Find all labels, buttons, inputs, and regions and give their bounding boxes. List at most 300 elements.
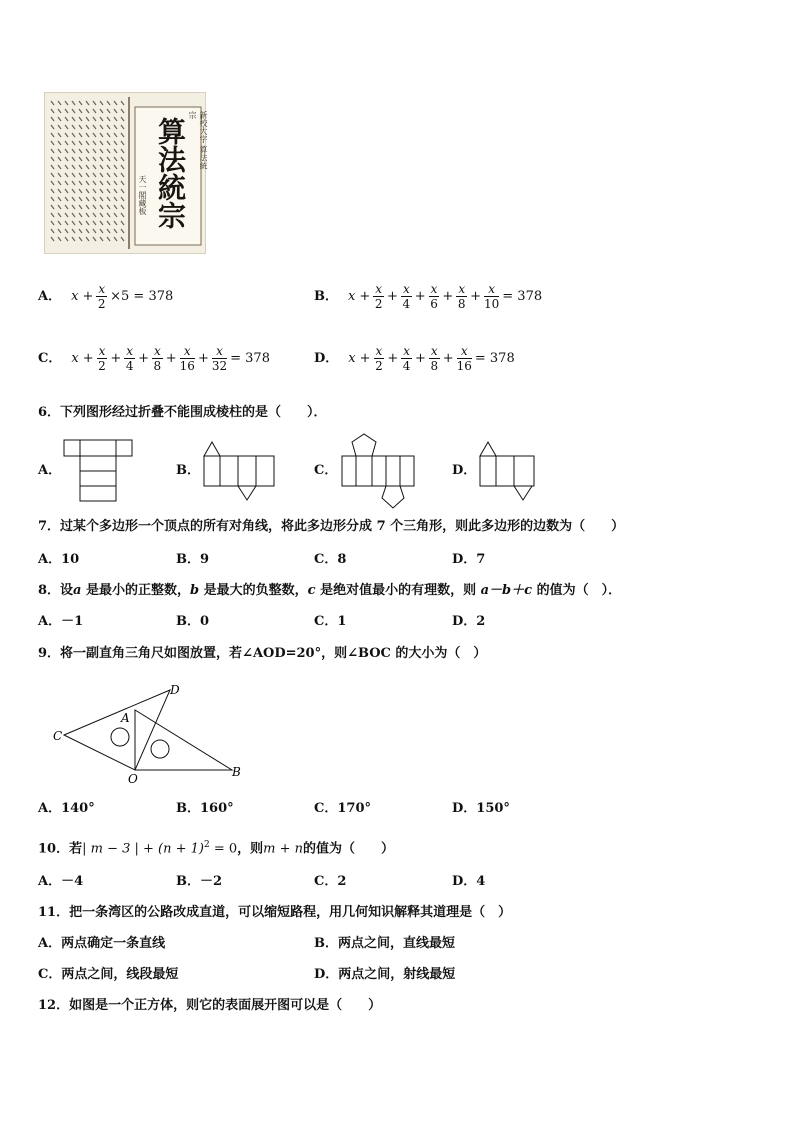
q8-expression: a－b＋c [476, 583, 537, 598]
book-script-stroke [114, 221, 117, 225]
q9-label-d: D [170, 683, 180, 697]
book-script-stroke [65, 173, 68, 177]
q9-option-d[interactable]: D．150° [452, 801, 510, 816]
q9-option-a[interactable]: A．140° [38, 801, 95, 816]
book-script-stroke [65, 165, 68, 169]
book-script-stroke [121, 205, 124, 209]
q10-equals: = 0 [209, 841, 238, 857]
book-script-stroke [121, 229, 124, 233]
book-script-stroke [65, 237, 68, 241]
q6-net-b [202, 440, 277, 504]
book-script-stroke [114, 237, 117, 241]
book-script-stroke [86, 149, 89, 153]
equation-term: + [359, 288, 371, 304]
book-script-stroke [114, 173, 117, 177]
q9-label-b: B [232, 765, 241, 779]
book-script-stroke [114, 213, 117, 217]
book-script-stroke [107, 109, 110, 113]
q10-expression: | m − 3 | + (n + 1) [82, 841, 204, 857]
book-script-stroke [114, 125, 117, 129]
book-script-stroke [114, 101, 117, 105]
book-script-stroke [107, 173, 110, 177]
book-script-stroke [93, 109, 96, 113]
book-script-stroke [58, 125, 61, 129]
book-script-stroke [107, 117, 110, 121]
book-script-stroke [51, 101, 54, 105]
book-script-stroke [86, 205, 89, 209]
book-script-stroke [121, 165, 124, 169]
book-script-stroke [107, 125, 110, 129]
book-script-stroke [93, 173, 96, 177]
q6-option-a-label[interactable]: A． [38, 463, 62, 478]
book-title: 算法統宗 [154, 117, 187, 229]
book-script-stroke [51, 149, 54, 153]
book-script-stroke [86, 197, 89, 201]
book-small-text-top: 新校大字 算法統宗 [188, 111, 208, 170]
q10-exponent: 2 [203, 840, 210, 850]
book-script-stroke [86, 173, 89, 177]
equation-term: x [71, 288, 79, 304]
book-script-stroke [65, 125, 68, 129]
book-script-stroke [72, 181, 75, 185]
q10-stem-suffix: ，则 [237, 841, 264, 857]
q5-option-b[interactable] [314, 282, 544, 311]
book-script-stroke [100, 125, 103, 129]
book-script-stroke [93, 181, 96, 185]
q7-option-d[interactable]: D．7 [452, 552, 486, 567]
book-script-stroke [100, 189, 103, 193]
book-script-stroke [58, 189, 61, 193]
book-script-stroke [51, 109, 54, 113]
q8-option-d[interactable]: D．2 [452, 614, 486, 629]
book-script-stroke [72, 205, 75, 209]
book-small-text-bottom: 天一閣藏板 [138, 175, 147, 215]
book-script-stroke [72, 221, 75, 225]
fraction: $\frac{x}{4}$ [402, 344, 411, 373]
book-script-stroke [121, 133, 124, 137]
book-script-stroke [51, 221, 54, 225]
fraction: $\frac{x}{4}$ [402, 282, 411, 311]
book-script-stroke [72, 237, 75, 241]
book-script-stroke [58, 133, 61, 137]
book-script-stroke [51, 229, 54, 233]
equation-term: + [387, 288, 398, 304]
q10-expression-2: m + n [263, 841, 304, 857]
book-script-stroke [107, 101, 110, 105]
q5-option-a-equation [69, 282, 175, 311]
book-script-stroke [86, 213, 89, 217]
book-script-stroke [114, 141, 117, 145]
book-script-stroke [100, 221, 103, 225]
book-script-stroke [93, 221, 96, 225]
book-script-stroke [51, 157, 54, 161]
fraction: $\frac{x}{6}$ [430, 282, 438, 311]
book-script-stroke [72, 173, 75, 177]
q8-stem-a: 8．设 [38, 583, 74, 598]
book-script-stroke [58, 237, 61, 241]
book-script-stroke [107, 213, 110, 217]
q8-stem-c: 是最大的负整数， [199, 583, 308, 598]
book-script-stroke [79, 181, 82, 185]
book-script-stroke [93, 213, 96, 217]
q10-stem [38, 836, 394, 858]
book-script-stroke [86, 141, 89, 145]
q8-stem-e: 的值为（ ）． [536, 583, 622, 598]
q7-option-b[interactable]: B．9 [176, 552, 210, 567]
equation-term: x [71, 350, 79, 366]
book-script-stroke [58, 205, 61, 209]
book-script-stroke [79, 229, 82, 233]
book-script-stroke [65, 229, 68, 233]
book-script-stroke [93, 157, 96, 161]
q5-option-d[interactable] [314, 344, 517, 373]
book-script-stroke [121, 189, 124, 193]
book-script-stroke [72, 189, 75, 193]
book-script-stroke [107, 189, 110, 193]
book-script-stroke [65, 205, 68, 209]
book-script-stroke [93, 197, 96, 201]
q8-var-a: a [73, 583, 82, 598]
equation-term: + [442, 350, 454, 366]
book-script-stroke [86, 221, 89, 225]
q7-stem: 7．过某个多边形一个顶点的所有对角线，将此多边形分成 7 个三角形，则此多边形的边数为（ ） [38, 519, 625, 534]
q8-var-c: c [307, 583, 316, 598]
q9-label-a: A [121, 711, 130, 725]
book-script-stroke [100, 197, 103, 201]
book-script-stroke [114, 197, 117, 201]
book-script-stroke [79, 197, 82, 201]
book-script-stroke [93, 229, 96, 233]
book-script-stroke [51, 133, 54, 137]
fraction: $\frac{x}{8}$ [457, 282, 466, 311]
book-script-stroke [72, 117, 75, 121]
book-script-stroke [58, 149, 61, 153]
book-script-stroke [100, 237, 103, 241]
q7-option-c[interactable]: C．8 [314, 552, 347, 567]
equation-term: + [82, 350, 94, 366]
book-script-stroke [86, 133, 89, 137]
book-script-stroke [121, 197, 124, 201]
book-script-stroke [58, 213, 61, 217]
book-script-stroke [65, 133, 68, 137]
equation-term: + [165, 350, 177, 366]
book-script-stroke [65, 117, 68, 121]
book-script-stroke [65, 197, 68, 201]
book-script-stroke [93, 237, 96, 241]
q10-option-b[interactable]: B．－2 [176, 874, 223, 889]
book-script-stroke [107, 197, 110, 201]
book-script-stroke [51, 117, 54, 121]
q5-option-c-equation [69, 344, 272, 373]
q5-option-a-label: A． [38, 288, 62, 304]
equation-term: + [414, 288, 426, 304]
q5-option-d-equation [346, 344, 516, 373]
book-script-stroke [79, 117, 82, 121]
book-script-stroke [72, 101, 75, 105]
q6-net-a [64, 440, 134, 502]
q11-option-b[interactable]: B．两点之间，直线最短 [314, 936, 455, 951]
book-script-stroke [51, 237, 54, 241]
fraction: $\frac{x}{16}$ [179, 344, 195, 373]
book-script-stroke [79, 221, 82, 225]
book-script-stroke [114, 229, 117, 233]
book-script-stroke [93, 141, 96, 145]
q9-stem: 9．将一副直角三角尺如图放置，若∠AOD=20°，则∠BOC 的大小为（ ） [38, 646, 487, 661]
equation-term: + [470, 288, 481, 304]
book-script-stroke [93, 205, 96, 209]
book-script-stroke [100, 149, 103, 153]
book-script-stroke [121, 109, 124, 113]
book-script-stroke [72, 133, 75, 137]
book-script-stroke [51, 173, 54, 177]
book-script-stroke [65, 157, 68, 161]
q11-option-a[interactable]: A．两点确定一条直线 [38, 936, 166, 951]
book-script-stroke [107, 157, 110, 161]
book-script-stroke [79, 205, 82, 209]
book-script-stroke [121, 173, 124, 177]
book-script-stroke [100, 213, 103, 217]
book-script-stroke [86, 229, 89, 233]
book-script-stroke [86, 189, 89, 193]
book-script-stroke [93, 165, 96, 169]
book-script-stroke [65, 221, 68, 225]
book-script-stroke [86, 109, 89, 113]
book-script-stroke [114, 189, 117, 193]
book-script-stroke [79, 157, 82, 161]
q5-option-a[interactable] [38, 282, 175, 311]
q5-option-d-label: D． [314, 350, 339, 366]
q9-option-c[interactable]: C．170° [314, 801, 371, 816]
q6-option-b-label[interactable]: B． [176, 463, 200, 478]
equation-term: + [359, 350, 371, 366]
book-script-stroke [121, 181, 124, 185]
q11-option-d[interactable]: D．两点之间，射线最短 [314, 967, 456, 982]
book-script-stroke [72, 109, 75, 113]
book-script-stroke [72, 229, 75, 233]
book-script-stroke [100, 229, 103, 233]
q8-stem-b: 是最小的正整数， [81, 583, 191, 598]
book-script-stroke [93, 133, 96, 137]
book-script-stroke [65, 213, 68, 217]
book-script-stroke [93, 149, 96, 153]
book-script-stroke [79, 109, 82, 113]
book-script-stroke [79, 149, 82, 153]
q10-stem-end: 的值为（ ） [303, 841, 395, 857]
book-script-stroke [93, 125, 96, 129]
book-script-stroke [51, 197, 54, 201]
book-script-stroke [65, 189, 68, 193]
book-script-stroke [79, 125, 82, 129]
equation-term: + [442, 288, 454, 304]
q8-option-c[interactable]: C．1 [314, 614, 347, 629]
q12-stem: 12．如图是一个正方体，则它的表面展开图可以是（ ） [38, 998, 382, 1013]
book-script-stroke [58, 141, 61, 145]
book-script-stroke [121, 237, 124, 241]
book-script-stroke [79, 165, 82, 169]
book-script-stroke [121, 221, 124, 225]
equation-term: + [82, 288, 94, 304]
book-script-stroke [79, 173, 82, 177]
book-script-stroke [79, 141, 82, 145]
book-script-stroke [114, 205, 117, 209]
q11-stem: 11．把一条湾区的公路改成直道，可以缩短路程，用几何知识解释其道理是（ ） [38, 905, 512, 920]
q9-option-b[interactable]: B．160° [176, 801, 234, 816]
book-script-stroke [114, 165, 117, 169]
book-script-stroke [100, 181, 103, 185]
q8-option-a[interactable]: A．－1 [38, 614, 84, 629]
book-script-stroke [100, 165, 103, 169]
q6-stem: 6．下列图形经过折叠不能围成棱柱的是（ ）． [38, 405, 327, 420]
fraction: $\frac{x}{32}$ [211, 344, 228, 373]
book-script-stroke [51, 141, 54, 145]
q9-figure [52, 682, 252, 786]
book-script-stroke [100, 101, 103, 105]
equation-term: + [110, 350, 122, 366]
fraction: $\frac{x}{8}$ [153, 344, 162, 373]
book-script-stroke [100, 157, 103, 161]
book-script-stroke [79, 213, 82, 217]
q9-label-c: C [53, 729, 63, 743]
book-script-stroke [121, 213, 124, 217]
q7-option-a[interactable]: A．10 [38, 552, 80, 567]
book-script-stroke [58, 229, 61, 233]
book-script-stroke [65, 109, 68, 113]
book-script-stroke [121, 141, 124, 145]
q8-stem [38, 582, 621, 600]
book-script-stroke [121, 125, 124, 129]
book-script-stroke [100, 173, 103, 177]
book-script-stroke [65, 101, 68, 105]
book-script-stroke [86, 157, 89, 161]
equation-term: + [387, 350, 399, 366]
book-script-stroke [72, 149, 75, 153]
book-script-stroke [51, 205, 54, 209]
book-script-stroke [86, 101, 89, 105]
book-script-stroke [107, 149, 110, 153]
equation-term: x [348, 288, 356, 304]
book-script-stroke [107, 133, 110, 137]
q11-option-c[interactable]: C．两点之间，线段最短 [38, 967, 179, 982]
book-script-stroke [93, 189, 96, 193]
book-script-stroke [51, 213, 54, 217]
book-script-stroke [107, 229, 110, 233]
q8-var-b: b [190, 583, 200, 598]
q10-option-a[interactable]: A．－4 [38, 874, 84, 889]
book-script-stroke [121, 157, 124, 161]
book-script-stroke [107, 181, 110, 185]
book-script-stroke [58, 165, 61, 169]
book-script-stroke [51, 165, 54, 169]
book-script-stroke [107, 221, 110, 225]
book-script-stroke [72, 197, 75, 201]
book-script-stroke [114, 157, 117, 161]
q6-net-c [340, 432, 420, 512]
book-script-stroke [86, 125, 89, 129]
book-script-stroke [79, 237, 82, 241]
book-script-stroke [72, 165, 75, 169]
fraction: $\frac{x}{4}$ [125, 344, 134, 373]
book-script-stroke [107, 205, 110, 209]
book-script-stroke [72, 125, 75, 129]
book-script-stroke [58, 117, 61, 121]
fraction: $\frac{x}{8}$ [430, 344, 439, 373]
book-script-stroke [72, 141, 75, 145]
fraction: $\frac{x}{16}$ [456, 344, 472, 373]
q5-option-b-label: B． [314, 288, 338, 304]
fraction: $\frac{x}{2}$ [97, 282, 106, 311]
q5-option-c-label: C． [38, 350, 62, 366]
q10-option-c[interactable]: C．2 [314, 874, 347, 889]
book-script-stroke [58, 109, 61, 113]
book-script-stroke [114, 109, 117, 113]
book-script-stroke [58, 197, 61, 201]
equation-term: = 378 [474, 350, 515, 366]
book-script-stroke [86, 117, 89, 121]
q10-option-d[interactable]: D．4 [452, 874, 486, 889]
equation-term: ×5 = 378 [110, 288, 174, 304]
book-script-stroke [121, 117, 124, 121]
book-script-stroke [58, 101, 61, 105]
book-script-stroke [86, 165, 89, 169]
book-script-stroke [86, 181, 89, 185]
q8-option-b[interactable]: B．0 [176, 614, 210, 629]
book-script-stroke [72, 213, 75, 217]
fraction: $\frac{x}{2}$ [375, 344, 383, 373]
book-script-stroke [107, 141, 110, 145]
fraction: $\frac{x}{2}$ [374, 282, 383, 311]
equation-term: + [197, 350, 209, 366]
book-script-stroke [121, 101, 124, 105]
book-script-stroke [58, 173, 61, 177]
fraction: $\frac{x}{2}$ [98, 344, 106, 373]
book-script-stroke [114, 133, 117, 137]
book-script-stroke [93, 117, 96, 121]
book-script-stroke [58, 181, 61, 185]
book-script-stroke [107, 237, 110, 241]
book-script-stroke [100, 109, 103, 113]
book-script-stroke [114, 149, 117, 153]
book-script-stroke [114, 117, 117, 121]
book-script-stroke [121, 149, 124, 153]
book-script-stroke [58, 221, 61, 225]
equation-term: + [138, 350, 149, 366]
q5-option-c[interactable] [38, 344, 272, 373]
book-script-stroke [100, 133, 103, 137]
equation-term: = 378 [230, 350, 270, 366]
book-script-stroke [100, 117, 103, 121]
book-script-stroke [79, 101, 82, 105]
book-script-stroke [65, 149, 68, 153]
book-script-stroke [51, 189, 54, 193]
book-script-stroke [100, 205, 103, 209]
q8-stem-d: 是绝对值最小的有理数，则 [315, 583, 477, 598]
book-script-stroke [72, 157, 75, 161]
q10-stem-prefix: 10．若 [38, 841, 83, 857]
equation-term: = 378 [502, 288, 543, 304]
book-script-stroke [114, 181, 117, 185]
equation-term: + [415, 350, 426, 366]
book-script-stroke [51, 181, 54, 185]
q6-option-d-label[interactable]: D． [452, 463, 477, 478]
q6-option-c-label[interactable]: C． [314, 463, 338, 478]
book-image [44, 92, 206, 254]
book-script-stroke [58, 157, 61, 161]
book-script-stroke [79, 189, 82, 193]
q5-option-b-equation [346, 282, 544, 311]
q9-label-o: O [128, 772, 138, 786]
book-script-stroke [107, 165, 110, 169]
book-script-stroke [79, 133, 82, 137]
